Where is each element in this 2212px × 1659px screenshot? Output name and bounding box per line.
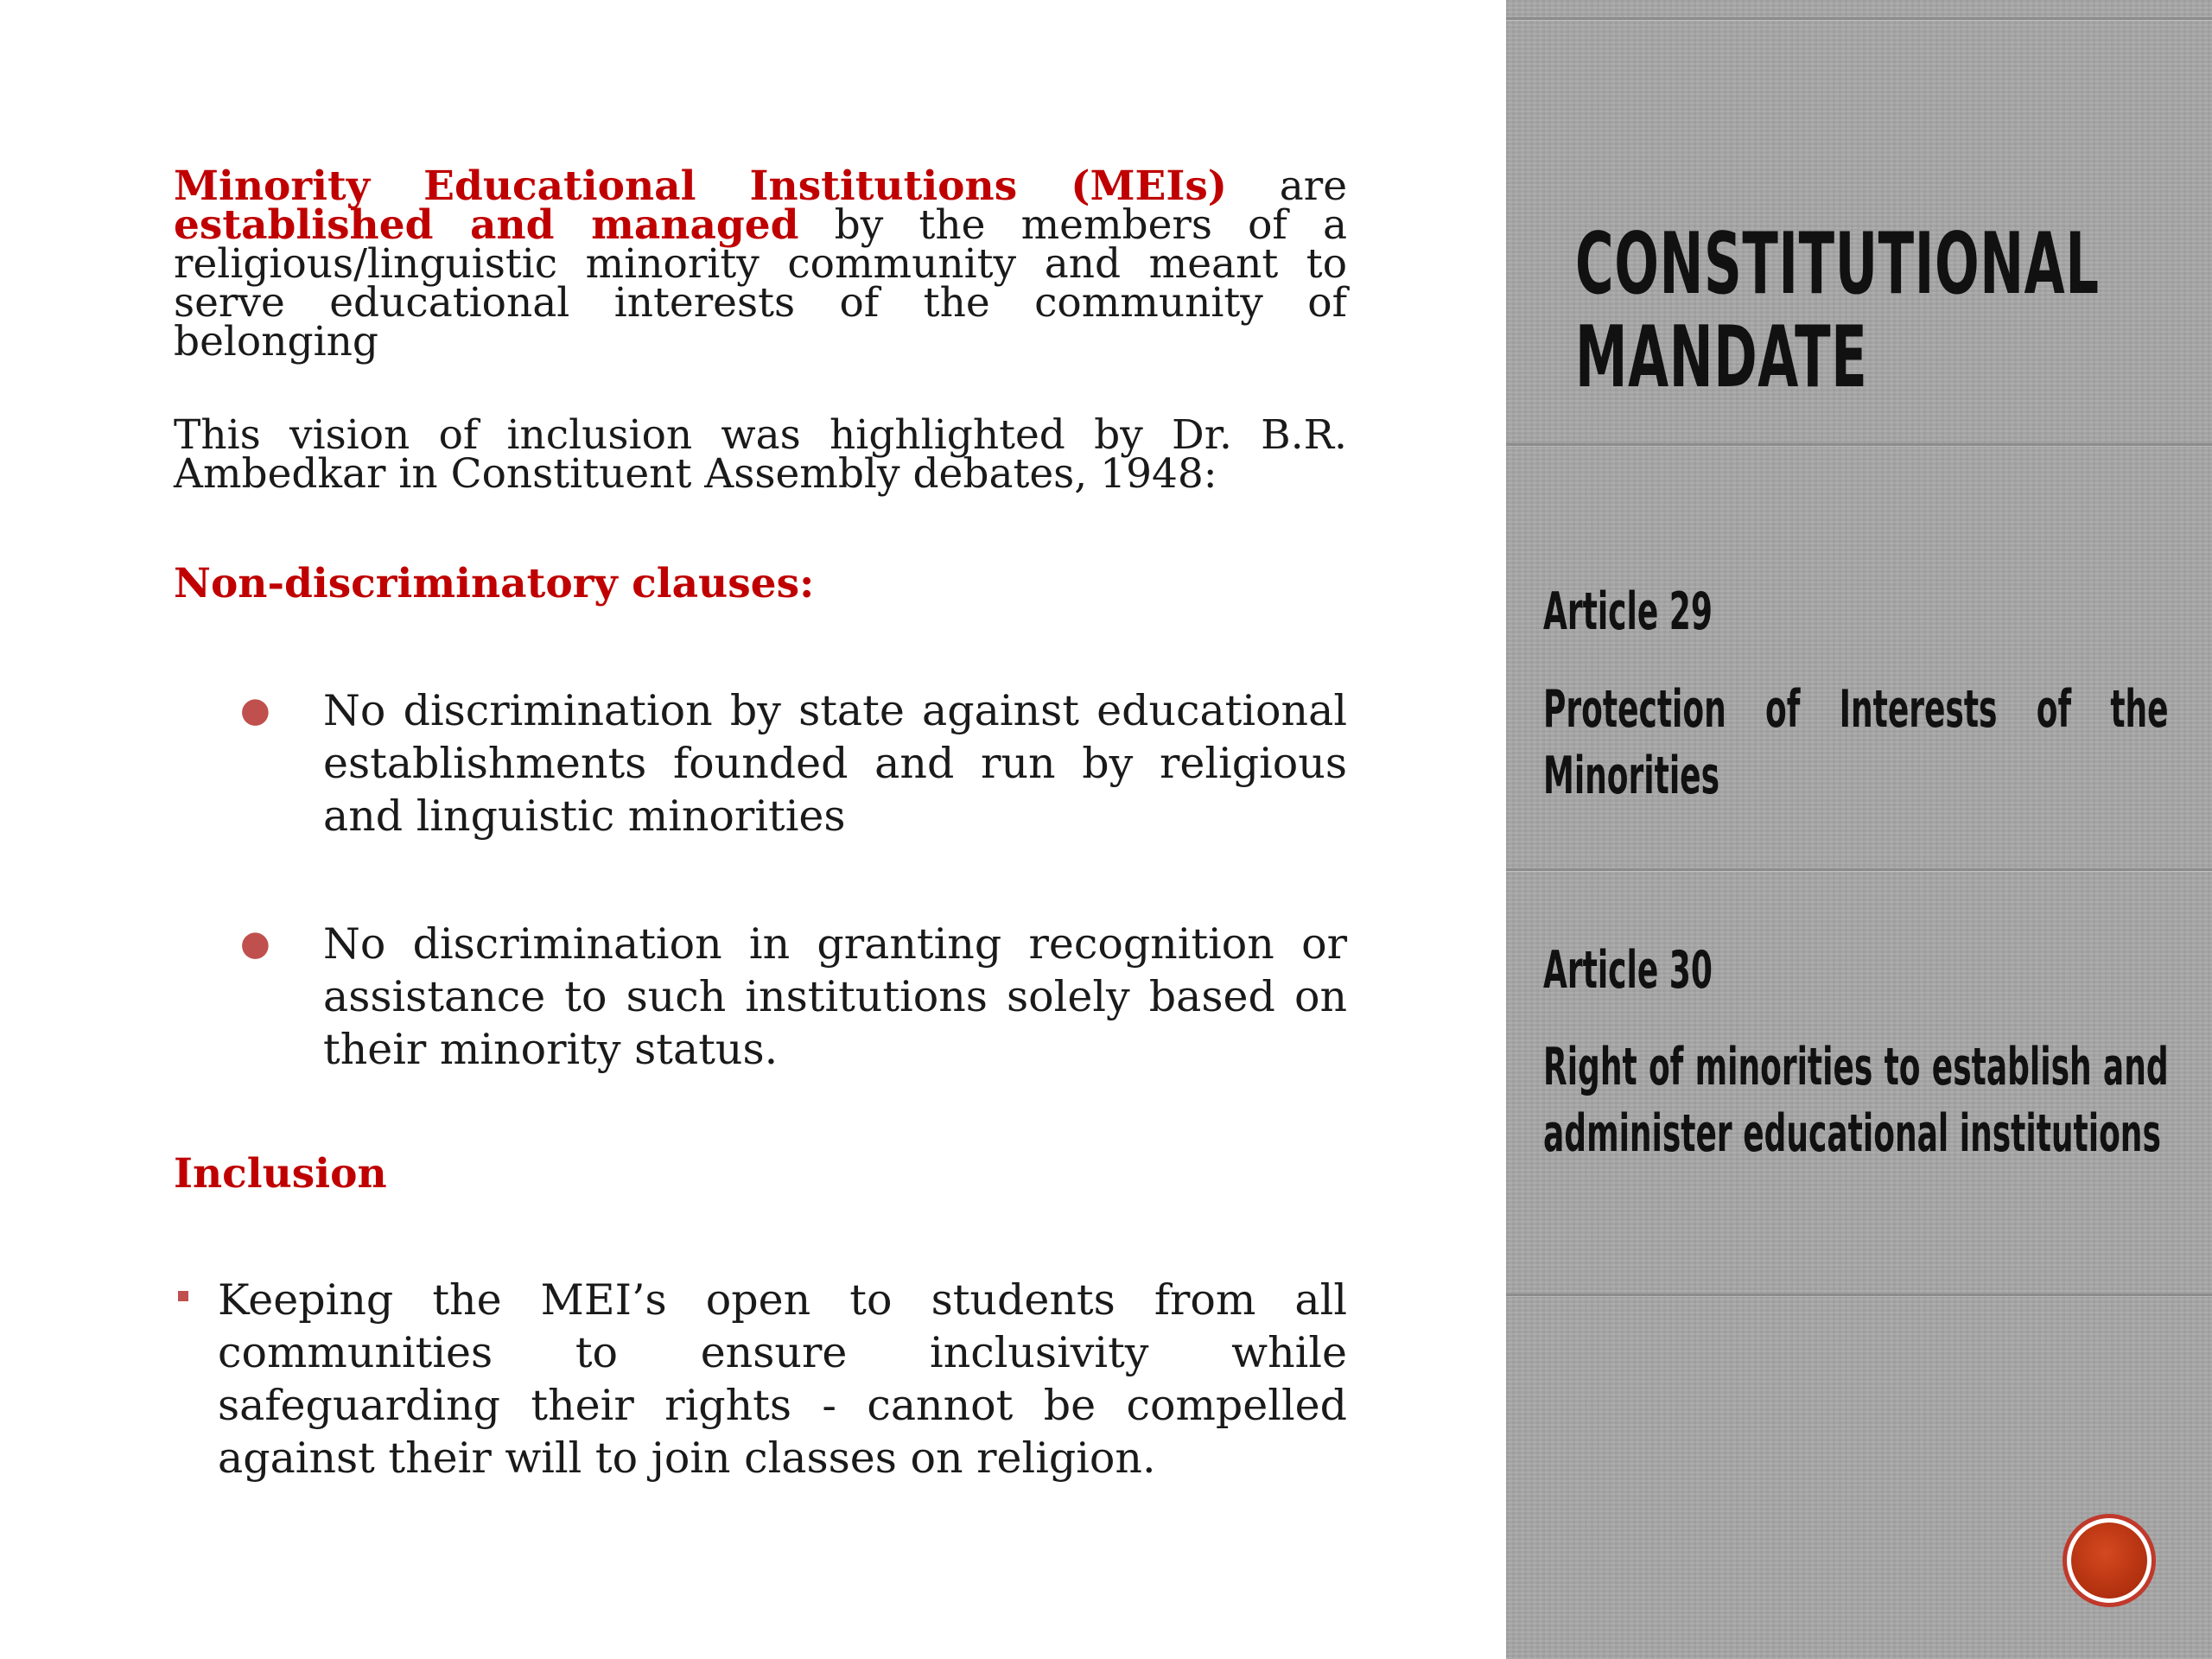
vision-paragraph: This vision of inclusion was highlighted by Dr. B.R. Ambedkar in Constituent Assembly debates, 1948:: [174, 411, 1347, 498]
divider: [1506, 1294, 2212, 1296]
square-bullet-icon: [178, 1291, 188, 1301]
list-item-text: No discrimination by state against educational establishments founded and run by religious and linguistic minorities: [323, 686, 1347, 841]
mei-term: Minority Educational Institutions (MEIs): [174, 162, 1228, 210]
list-item: [174, 684, 1347, 849]
nondiscriminatory-heading: Non-discriminatory clauses:: [174, 560, 815, 607]
round-bullet-icon: ●: [240, 924, 270, 963]
intro-paragraph: [174, 162, 1348, 365]
intro-text-2: by the members of a religious/linguistic minority community and meant to serve educational interests of the community of belonging: [174, 201, 1347, 365]
side-panel: [1506, 0, 2212, 1659]
article-number: Article 29: [1543, 582, 1713, 642]
title-line: MANDATE: [1575, 308, 1868, 407]
list-item: [174, 918, 1347, 1082]
article-number: Article 30: [1543, 940, 1713, 1001]
established-managed-term: established and managed: [174, 201, 799, 249]
divider: [1506, 868, 2212, 871]
article-description: Protection of Interests of the Minorities: [1543, 679, 2169, 806]
inclusion-heading: Inclusion: [174, 1150, 387, 1198]
list-item-text: No discrimination in granting recognition or assistance to such institutions solely based on their minority status.: [323, 919, 1347, 1074]
intro-text-1: are: [1227, 162, 1348, 210]
title-line: CONSTITUTIONAL: [1575, 215, 2100, 314]
next-slide-button[interactable]: [2063, 1514, 2156, 1607]
list-item: [174, 1274, 1347, 1481]
slide-title: [1575, 215, 2164, 407]
divider: [1506, 443, 2212, 446]
article-description: Right of minorities to establish and administer educational institutions: [1543, 1037, 2169, 1164]
list-item-text: Keeping the MEI’s open to students from all communities to ensure inclusivity while safeguarding their rights - cannot be compelled against their will to join classes on religion.: [218, 1275, 1347, 1483]
next-slide-button-face[interactable]: [2071, 1522, 2147, 1599]
round-bullet-icon: ●: [240, 690, 270, 730]
divider: [1506, 17, 2212, 20]
